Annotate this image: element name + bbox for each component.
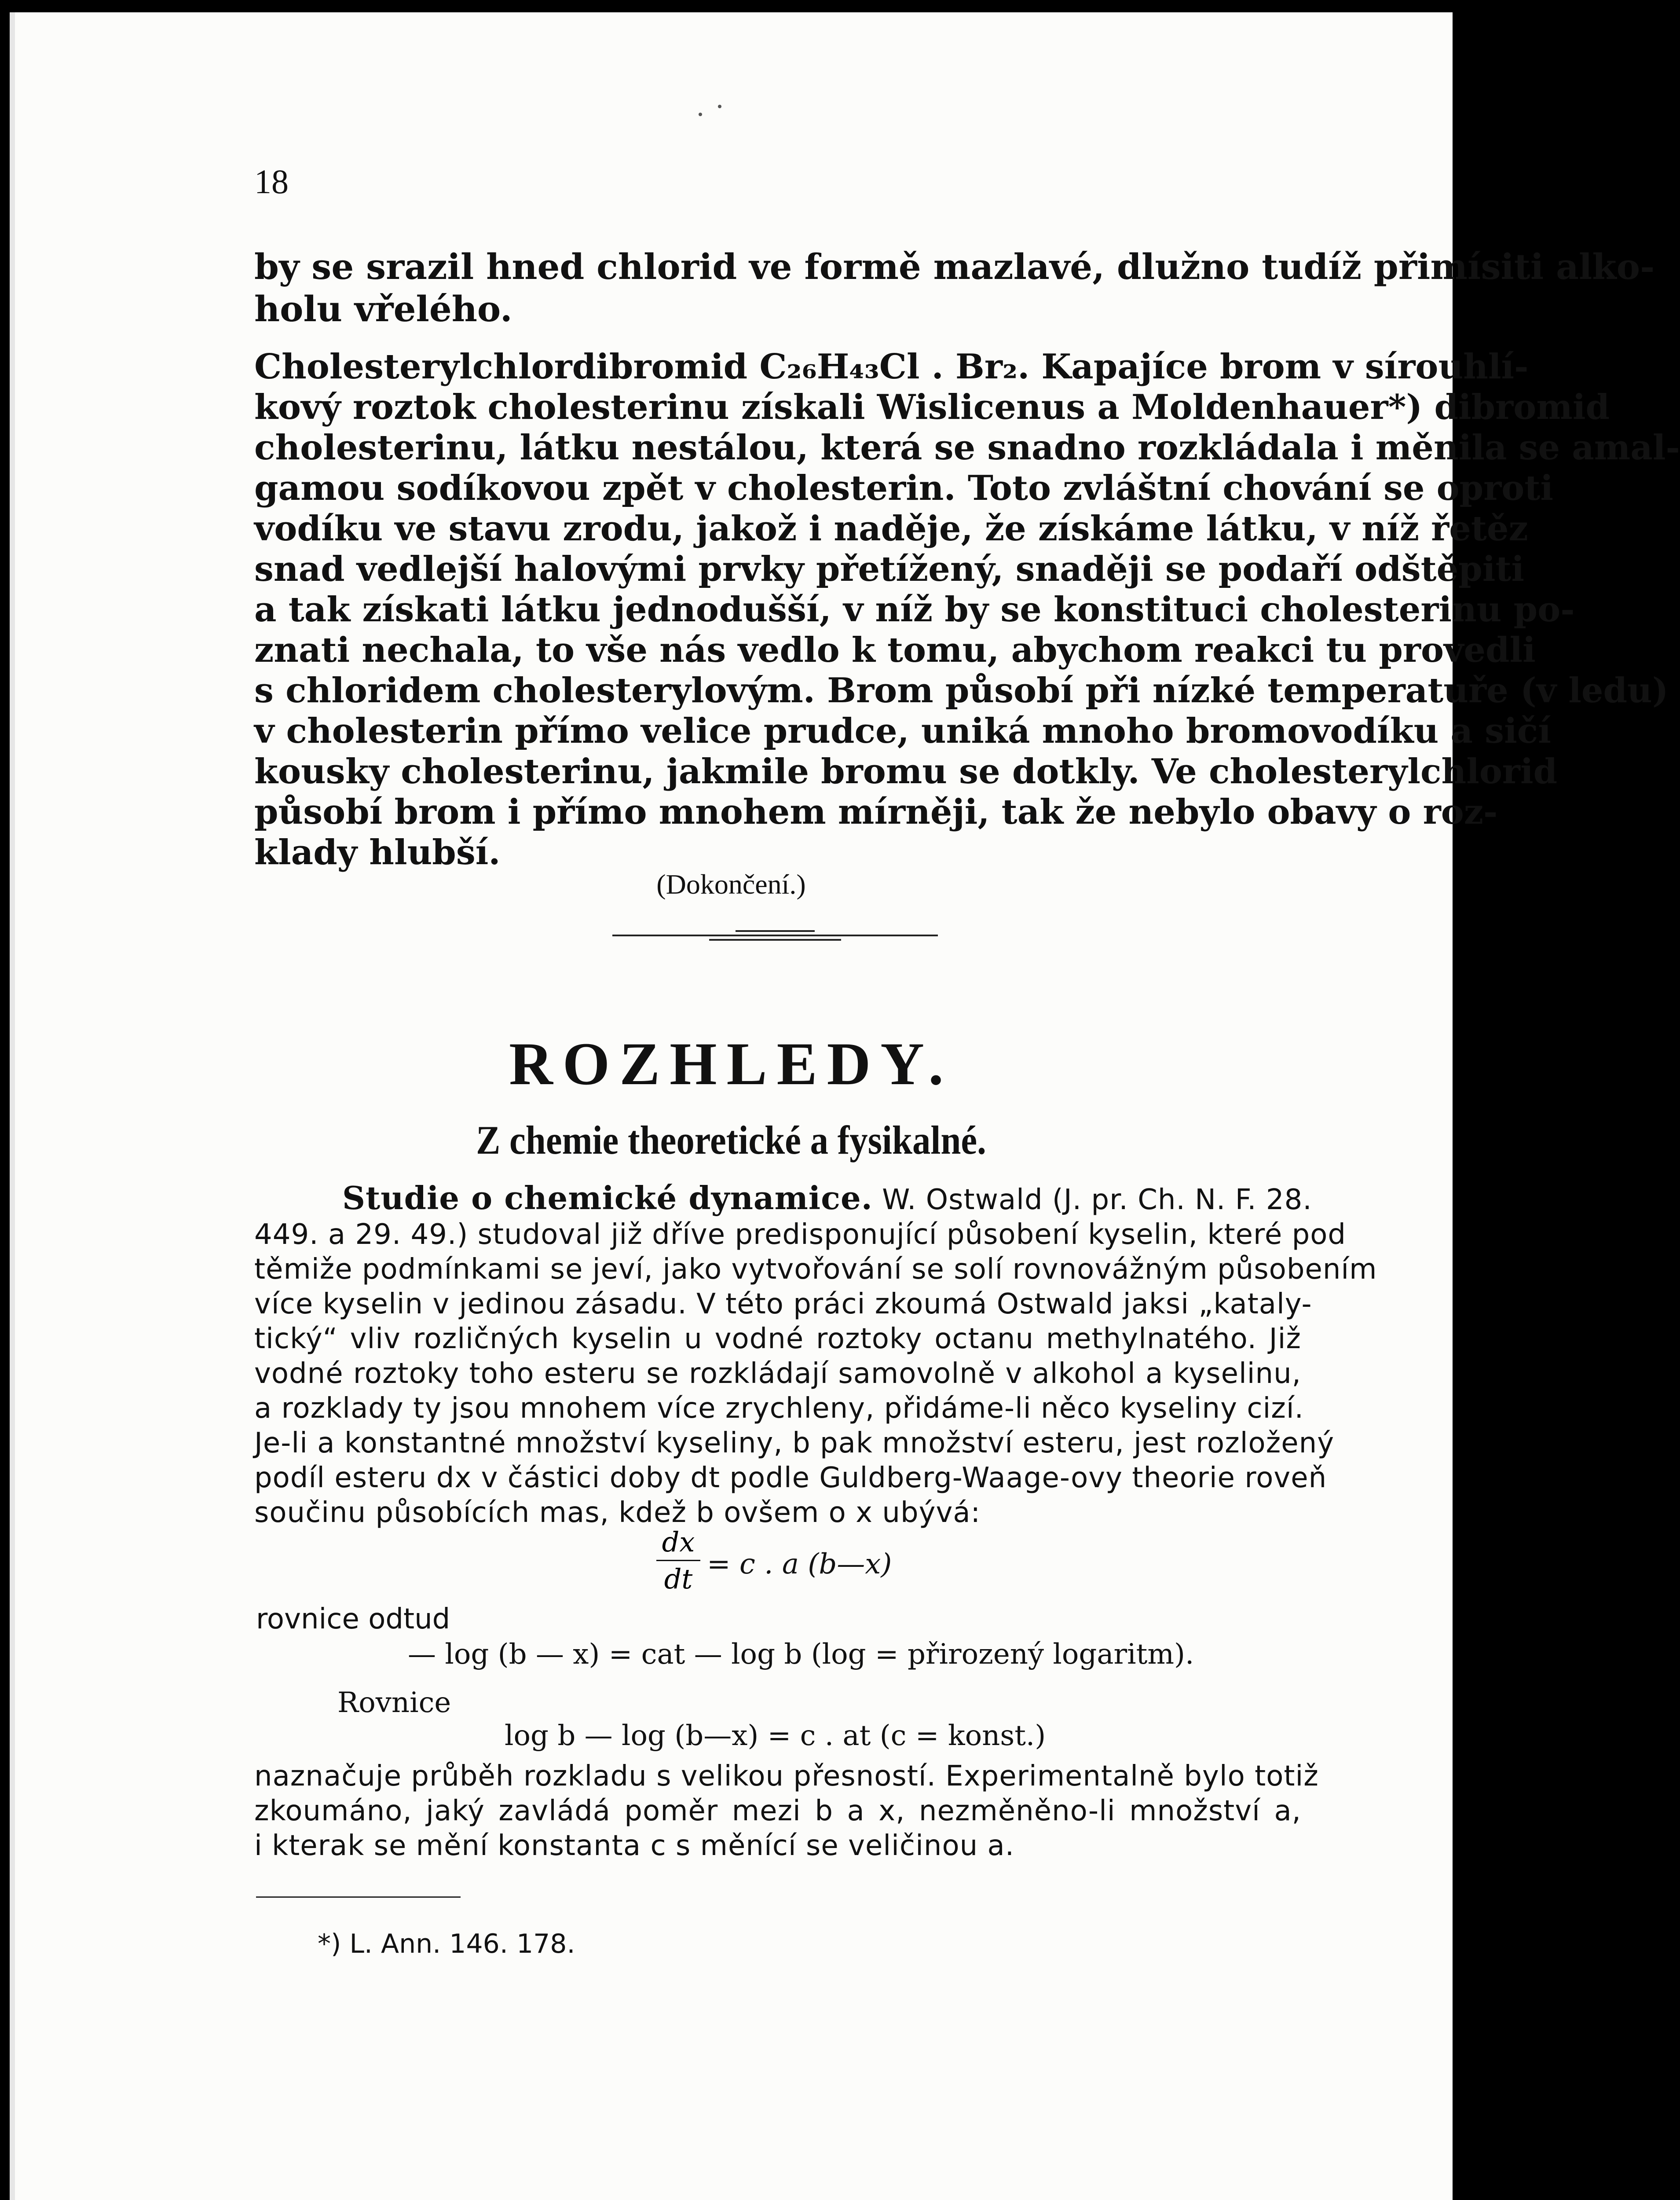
- text-line: kový roztok cholesterinu získali Wislicenus a Moldenhauer*) dibromid: [254, 387, 1610, 427]
- article-heading: Studie o chemické dynamice.: [342, 1179, 873, 1217]
- fraction-numerator: dx: [662, 1526, 695, 1558]
- footnote-rule: [256, 1896, 461, 1898]
- text-line: podíl esteru dx v částici doby dt podle Guldberg-Waage-ovy theorie roveň: [254, 1462, 1327, 1494]
- text-line: by se srazil hned chlorid ve formě mazlavé, dlužno tudíž přimísiti alko-: [254, 246, 1655, 287]
- text-line: součinu působících mas, kdež b ovšem o x ubývá:: [254, 1496, 981, 1529]
- text-line: gamou sodíkovou zpět v cholesterin. Toto zvláštní chování se oproti: [254, 468, 1553, 508]
- footnote: *) L. Ann. 146. 178.: [318, 1929, 575, 1959]
- paragraph-4: [254, 1759, 1319, 1863]
- text-line: holu vřelého.: [254, 288, 512, 330]
- text-line: 449. a 29. 49.) studoval již dříve predisponující působení kyselin, které pod: [254, 1218, 1346, 1251]
- equation-2: — log (b — x) = cat — log b (log = přirozený logaritm).: [408, 1638, 1194, 1671]
- equation-fraction: [656, 1526, 700, 1595]
- text-line: s chloridem cholesterylovým. Brom působí při nízké temperatuře (v ledu): [254, 671, 1669, 711]
- text-line: klady hlubší.: [254, 832, 501, 873]
- text-line: cholesterinu, látku nestálou, která se snadno rozkládala i měnila se amal-: [254, 428, 1680, 468]
- text-line: [254, 1179, 1312, 1217]
- paragraph-2: [254, 347, 1680, 873]
- text-line: i kterak se mění konstanta c s měnící se veličinou a.: [254, 1830, 1015, 1862]
- text-line: těmiže podmínkami se jeví, jako vytvořování se solí rovnovážným působením: [254, 1253, 1377, 1286]
- scan-speck: [699, 113, 702, 116]
- text-line: tický“ vliv rozličných kyselin u vodné roztoky octanu methylnatého. Již: [254, 1323, 1301, 1355]
- text-line: snad vedlejší halovými prvky přetížený, snaději se podaří odštěpiti: [254, 549, 1525, 589]
- text-line: vodné roztoky toho esteru se rozkládají samovolně v alkohol a kyselinu,: [254, 1357, 1301, 1390]
- text-line: a rozklady ty jsou mnohem více zrychleny, přidáme-li něco kyseliny cizí.: [254, 1392, 1304, 1425]
- section-title: ROZHLEDY.: [509, 1030, 953, 1097]
- text-line: více kyselin v jedinou zásadu. V této práci zkoumá Ostwald jaksi „kataly-: [254, 1288, 1312, 1320]
- end-note: (Dokončení.): [656, 869, 806, 900]
- text-line: znati nechala, to vše nás vedlo k tomu, abychom reakci tu provedli: [254, 630, 1536, 670]
- paragraph-1: [254, 246, 1655, 330]
- section-divider: [612, 928, 938, 943]
- text-line: naznačuje průběh rozkladu s velikou přesností. Experimentalně bylo totiž: [254, 1760, 1319, 1793]
- fraction-denominator: dt: [664, 1563, 693, 1595]
- text-line: zkoumáno, jaký zavládá poměr mezi b a x, nezměněno-li množství a,: [254, 1795, 1301, 1827]
- text-line: Je-li a konstantné množství kyseliny, b pak množství esteru, jest rozložený: [254, 1427, 1335, 1459]
- scanned-page: [10, 12, 1680, 2200]
- paragraph-3: [254, 1179, 1377, 1530]
- page-edge: [10, 12, 15, 2200]
- label-rovnice: Rovnice: [337, 1687, 451, 1719]
- text-line: v cholesterin přímo velice prudce, uniká mnoho bromovodíku a sičí: [254, 711, 1551, 751]
- text-line: kousky cholesterinu, jakmile bromu se dotkly. Ve cholesterylchlorid: [254, 752, 1558, 792]
- equation-3: log b — log (b—x) = c . at (c = konst.): [505, 1720, 1046, 1752]
- scan-speck: [718, 105, 721, 108]
- text-line: a tak získati látku jednodušší, v níž by se konstituci cholesterinu po-: [254, 590, 1575, 630]
- page-number: 18: [254, 162, 289, 201]
- text-line: působí brom i přímo mnohem mírněji, tak že nebylo obavy o roz-: [254, 792, 1498, 832]
- text-line: vodíku ve stavu zrodu, jakož i naděje, že získáme látku, v níž řetěz: [254, 509, 1528, 549]
- equation-1-rhs: = c . a (b—x): [707, 1548, 892, 1580]
- label-odtud: rovnice odtud: [256, 1603, 450, 1635]
- article-citation: W. Ostwald (J. pr. Ch. N. F. 28.: [882, 1184, 1312, 1216]
- text-line: Cholesterylchlordibromid C₂₆H₄₃Cl . Br₂. Kapajíce brom v sírouhlí-: [254, 347, 1529, 387]
- section-subtitle: Z chemie theoretické a fysikalné.: [476, 1118, 986, 1162]
